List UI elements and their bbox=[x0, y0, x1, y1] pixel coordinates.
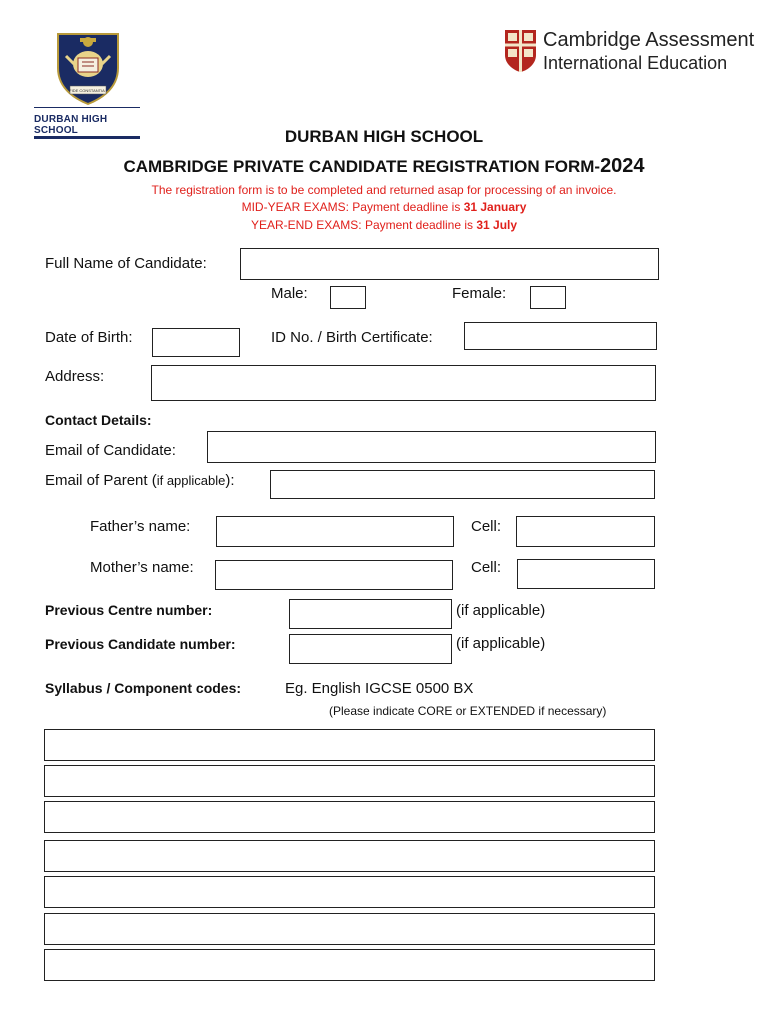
mother-cell-label: Cell: bbox=[471, 559, 502, 576]
yearend-deadline-date: 31 July bbox=[476, 218, 518, 232]
previous-centre-field[interactable] bbox=[289, 599, 452, 629]
email-parent-field[interactable] bbox=[270, 470, 655, 499]
address-label: Address: bbox=[45, 368, 105, 385]
father-name-label: Father’s name: bbox=[90, 518, 191, 535]
male-checkbox[interactable] bbox=[330, 286, 366, 309]
yearend-deadline-text: YEAR-END EXAMS: Payment deadline is bbox=[250, 218, 477, 232]
midyear-deadline-text: MID-YEAR EXAMS: Payment deadline is bbox=[241, 200, 464, 214]
logo-divider bbox=[34, 107, 140, 108]
school-title: DURBAN HIGH SCHOOL bbox=[284, 127, 484, 146]
email-parent-label-text: Email of Parent ( bbox=[45, 472, 157, 489]
email-parent-label-suffix: ): bbox=[225, 472, 235, 489]
email-candidate-label: Email of Candidate: bbox=[45, 442, 176, 459]
school-logo-text: DURBAN HIGH SCHOOL bbox=[34, 114, 108, 136]
crest-motto: FIDE CONSTANTIA bbox=[69, 88, 105, 93]
dob-field[interactable] bbox=[152, 328, 240, 357]
notice-line-2 bbox=[0, 200, 768, 214]
female-checkbox[interactable] bbox=[530, 286, 566, 309]
syllabus-example: Eg. English IGCSE 0500 BX bbox=[285, 680, 474, 697]
father-cell-label: Cell: bbox=[471, 518, 502, 535]
male-label: Male: bbox=[271, 285, 308, 302]
email-parent-note: if applicable bbox=[156, 473, 226, 488]
father-name-field[interactable] bbox=[216, 516, 454, 547]
previous-candidate-label: Previous Candidate number: bbox=[45, 636, 236, 652]
email-candidate-field[interactable] bbox=[207, 431, 656, 463]
cambridge-logo-line2: International Education bbox=[543, 53, 728, 73]
syllabus-note: (Please indicate CORE or EXTENDED if necessary) bbox=[329, 704, 607, 718]
syllabus-code-field-6[interactable] bbox=[44, 913, 655, 945]
father-cell-field[interactable] bbox=[516, 516, 655, 547]
syllabus-label: Syllabus / Component codes: bbox=[45, 680, 242, 696]
form-year: 2024 bbox=[600, 155, 645, 177]
full-name-field[interactable] bbox=[240, 248, 659, 280]
notice-line-1: The registration form is to be completed and returned asap for processing of an invoice. bbox=[151, 183, 617, 197]
cambridge-logo-line1: Cambridge Assessment bbox=[543, 29, 755, 51]
mother-name-field[interactable] bbox=[215, 560, 453, 590]
crest-shield-icon bbox=[34, 30, 142, 108]
id-number-field[interactable] bbox=[464, 322, 657, 350]
cambridge-shield-icon bbox=[504, 29, 537, 73]
dob-label: Date of Birth: bbox=[45, 329, 133, 346]
form-title bbox=[0, 155, 768, 178]
syllabus-code-field-1[interactable] bbox=[44, 729, 655, 761]
syllabus-code-field-7[interactable] bbox=[44, 949, 655, 981]
address-field[interactable] bbox=[151, 365, 656, 401]
full-name-label: Full Name of Candidate: bbox=[45, 255, 207, 272]
mother-name-label: Mother’s name: bbox=[90, 559, 194, 576]
mother-cell-field[interactable] bbox=[517, 559, 655, 589]
previous-candidate-field[interactable] bbox=[289, 634, 452, 664]
midyear-deadline-date: 31 January bbox=[463, 200, 527, 214]
previous-candidate-note: (if applicable) bbox=[456, 635, 546, 652]
syllabus-code-field-4[interactable] bbox=[44, 840, 655, 872]
contact-details-heading: Contact Details: bbox=[45, 412, 152, 428]
previous-centre-note: (if applicable) bbox=[456, 602, 546, 619]
notice-line-3 bbox=[0, 218, 768, 232]
syllabus-code-field-5[interactable] bbox=[44, 876, 655, 908]
previous-centre-label: Previous Centre number: bbox=[45, 602, 213, 618]
female-label: Female: bbox=[452, 285, 507, 302]
syllabus-code-field-3[interactable] bbox=[44, 801, 655, 833]
email-parent-label bbox=[45, 472, 235, 489]
syllabus-code-field-2[interactable] bbox=[44, 765, 655, 797]
id-number-label: ID No. / Birth Certificate: bbox=[271, 329, 433, 346]
form-title-text: CAMBRIDGE PRIVATE CANDIDATE REGISTRATION FORM- bbox=[123, 157, 601, 176]
